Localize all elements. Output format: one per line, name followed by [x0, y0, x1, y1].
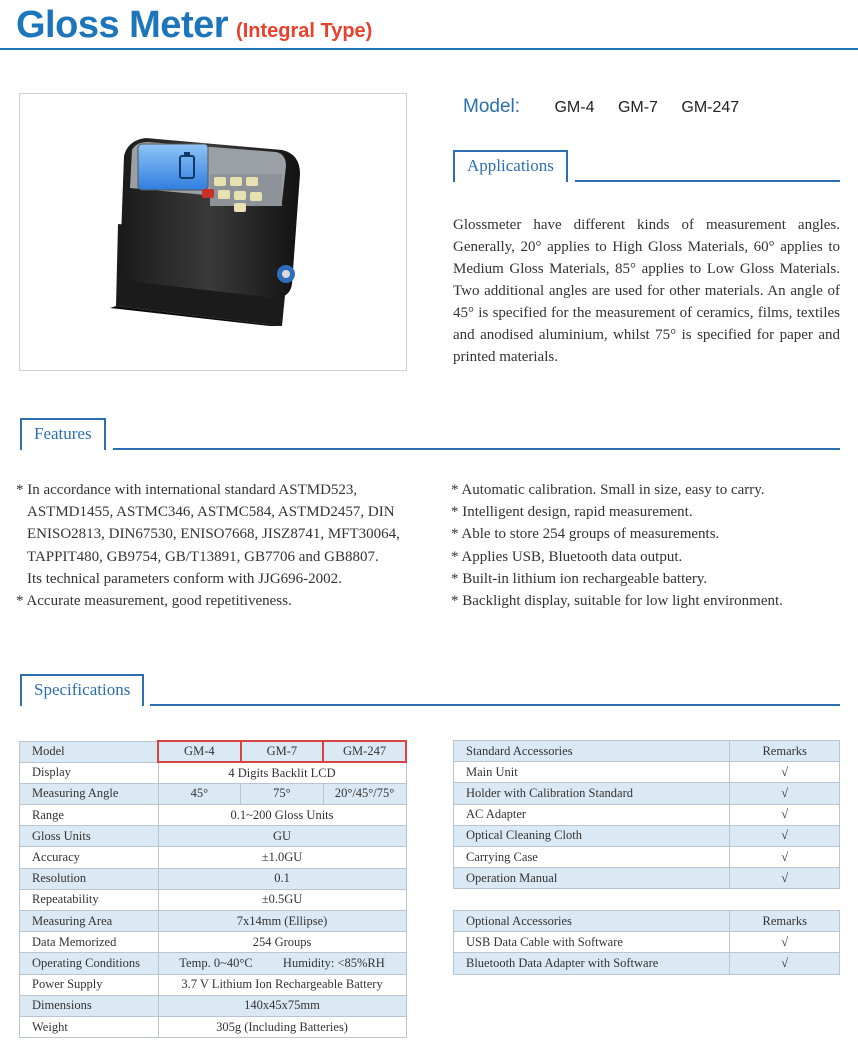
page-title: [16, 4, 372, 47]
spec-value: 3.7 V Lithium Ion Rechargeable Battery: [158, 974, 406, 995]
table-row: [20, 847, 407, 868]
table-row: [20, 868, 407, 889]
table-row: [20, 783, 407, 804]
spec-value: ±1.0GU: [158, 847, 406, 868]
features-right-list: [451, 479, 846, 612]
table-row: [20, 741, 407, 762]
table-row: [20, 805, 407, 826]
table-row: [20, 974, 407, 995]
spec-label: Power Supply: [20, 974, 159, 995]
spec-label: Weight: [20, 1016, 159, 1037]
spec-value: 305g (Including Batteries): [158, 1016, 406, 1037]
accessory-name: Holder with Calibration Standard: [454, 783, 730, 804]
spec-label: Gloss Units: [20, 826, 159, 847]
table-row: [454, 804, 840, 825]
spec-label: Dimensions: [20, 995, 159, 1016]
table-row: [454, 932, 840, 953]
accessory-name: Operation Manual: [454, 868, 730, 889]
table-row: [20, 1016, 407, 1037]
table-header: Standard Accessories: [454, 741, 730, 762]
table-header: Remarks: [730, 911, 840, 932]
title-subtitle: (Integral Type): [236, 20, 373, 42]
table-header-row: [454, 741, 840, 762]
feature-item: * Intelligent design, rapid measurement.: [451, 504, 693, 521]
model-gm4: GM-4: [554, 99, 595, 116]
check-mark: √: [730, 804, 840, 825]
table-row: [20, 953, 407, 974]
specifications-heading: [20, 674, 840, 706]
spec-value: 0.1: [158, 868, 406, 889]
applications-text: Glossmeter have different kinds of measurement angles. Generally, 20° applies to High Gloss Materials, 60° applies to Medium Gloss Materials, 85° applies to Low Gloss Materials. Two additional angles are used for other materials. An angle of 45° is specified for the measurement of ceramics, films, textiles and anodised aluminium, whilst 75° is specified for paper and printed materials.: [453, 217, 840, 365]
table-row: [454, 762, 840, 783]
spec-value: 254 Groups: [158, 932, 406, 953]
feature-item: * Built-in lithium ion rechargeable battery.: [451, 570, 708, 587]
accessory-name: AC Adapter: [454, 804, 730, 825]
model-gm247: GM-247: [681, 99, 740, 116]
model-label: Model:: [463, 96, 521, 117]
accessory-name: Optical Cleaning Cloth: [454, 825, 730, 846]
check-mark: √: [730, 825, 840, 846]
features-tab: Features: [20, 418, 106, 450]
check-mark: √: [730, 783, 840, 804]
spec-model-gm4: GM-4: [158, 741, 241, 762]
gloss-meter-illustration: [20, 94, 406, 370]
spec-humidity: Humidity: <85%RH: [282, 955, 385, 970]
model-gm7: GM-7: [617, 99, 658, 116]
specifications-tab: Specifications: [20, 674, 144, 706]
spec-value: 45°: [158, 783, 241, 804]
accessory-name: USB Data Cable with Software: [454, 932, 730, 953]
spec-label: Accuracy: [20, 847, 159, 868]
specifications-rule: [150, 704, 840, 706]
features-rule: [113, 448, 840, 450]
feature-item: * Automatic calibration. Small in size, easy to carry.: [451, 482, 765, 498]
feature-item: * Able to store 254 groups of measurements.: [451, 526, 720, 543]
standard-accessories-table: [453, 740, 840, 889]
spec-label: Range: [20, 805, 159, 826]
spec-value: ±0.5GU: [158, 889, 406, 910]
spec-value: [158, 953, 406, 974]
table-row: [454, 825, 840, 846]
check-mark: √: [730, 868, 840, 889]
features-left-list: [16, 479, 424, 612]
spec-label: Display: [20, 762, 159, 783]
table-row: [454, 783, 840, 804]
table-row: [20, 911, 407, 932]
accessory-name: Bluetooth Data Adapter with Software: [454, 953, 730, 974]
feature-item: Its technical parameters conform with JJG696-2002.: [27, 570, 342, 587]
feature-item: * Applies USB, Bluetooth data output.: [451, 548, 683, 565]
specifications-table: [19, 740, 407, 1038]
model-line: [463, 96, 758, 118]
spec-value: 140x45x75mm: [158, 995, 406, 1016]
table-row: [20, 826, 407, 847]
table-row: [454, 953, 840, 974]
table-header: Remarks: [730, 741, 840, 762]
feature-item: * In accordance with international standard ASTMD523, ASTMD1455, ASTMC346, ASTMC584, ASTMD2457, DIN ENISO2813, DIN67530, ENISO7668, JISZ8741, MFT30064, TAPPIT480, GB9754, GB/T13891, GB7706 and GB8807.: [16, 482, 400, 565]
spec-value: 4 Digits Backlit LCD: [158, 762, 406, 783]
spec-value: GU: [158, 826, 406, 847]
spec-label: Operating Conditions: [20, 953, 159, 974]
spec-value: 75°: [241, 783, 324, 804]
spec-temp: Temp. 0~40°C: [179, 955, 253, 970]
spec-value: 20°/45°/75°: [323, 783, 406, 804]
spec-value: 7x14mm (Ellipse): [158, 911, 406, 932]
feature-item: * Accurate measurement, good repetitiveness.: [16, 593, 292, 610]
table-row: [20, 995, 407, 1016]
table-header-row: [454, 911, 840, 932]
table-row: [454, 868, 840, 889]
optional-accessories-table: [453, 910, 840, 975]
spec-label: Model: [20, 741, 159, 762]
check-mark: √: [730, 932, 840, 953]
check-mark: √: [730, 762, 840, 783]
spec-label: Measuring Angle: [20, 783, 159, 804]
title-rule: [0, 48, 858, 50]
table-header: Optional Accessories: [454, 911, 730, 932]
spec-model-gm247: GM-247: [323, 741, 406, 762]
check-mark: √: [730, 953, 840, 974]
product-photo: [19, 93, 407, 371]
spec-label: Data Memorized: [20, 932, 159, 953]
accessory-name: Main Unit: [454, 762, 730, 783]
applications-tab: Applications: [453, 150, 568, 182]
spec-label: Repeatability: [20, 889, 159, 910]
check-mark: √: [730, 846, 840, 867]
feature-item: * Backlight display, suitable for low light environment.: [451, 593, 783, 610]
applications-heading: [453, 150, 840, 182]
spec-value: 0.1~200 Gloss Units: [158, 805, 406, 826]
table-row: [454, 846, 840, 867]
table-row: [20, 762, 407, 783]
spec-label: Resolution: [20, 868, 159, 889]
spec-model-gm7: GM-7: [241, 741, 324, 762]
spec-label: Measuring Area: [20, 911, 159, 932]
title-main: Gloss Meter: [16, 4, 229, 46]
accessory-name: Carrying Case: [454, 846, 730, 867]
table-row: [20, 932, 407, 953]
applications-rule: [575, 180, 840, 182]
table-row: [20, 889, 407, 910]
features-heading: [20, 418, 840, 450]
